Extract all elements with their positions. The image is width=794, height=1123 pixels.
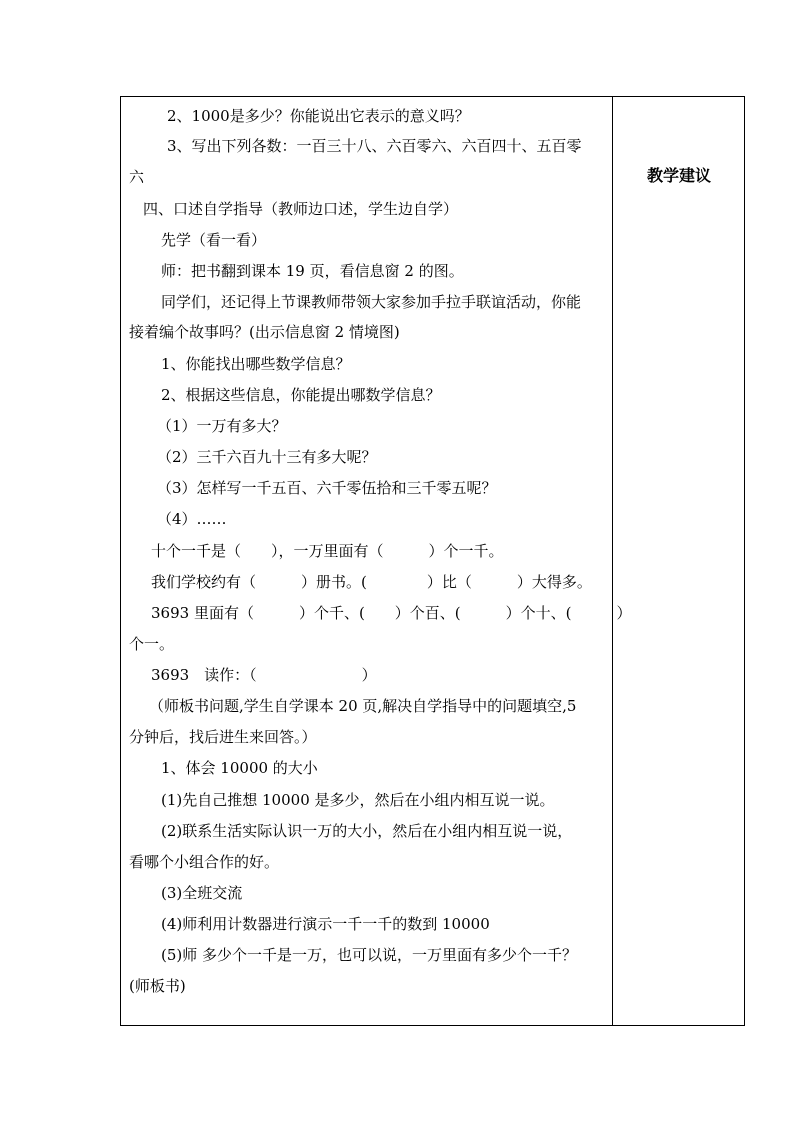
text-line: 2、根据这些信息，你能提出哪数学信息？ (161, 386, 441, 404)
text-line: 先学（看一看） (161, 231, 267, 249)
text-line: 个一。 (129, 635, 175, 653)
text-line: 3693 里面有（ ）个千、( ）个百、( ）个十、( ） (151, 604, 632, 622)
text-line: (3)全班交流 (161, 884, 243, 902)
text-line: (师板书) (129, 977, 186, 995)
text-line: 师：把书翻到课本 19 页，看信息窗 2 的图。 (161, 262, 464, 280)
column-divider (612, 97, 613, 1025)
text-line: 同学们，还记得上节课教师带领大家参加手拉手联谊活动，你能 (161, 293, 582, 311)
text-line: （3）怎样写一千五百、六千零伍拾和三千零五呢？ (157, 479, 497, 497)
text-line: 分钟后，找后进生来回答。） (129, 728, 317, 746)
text-line: （师板书问题,学生自学课本 20 页,解决自学指导中的问题填空,5 (149, 697, 577, 715)
teaching-suggestion-heading: 教学建议 (646, 166, 711, 185)
text-line: （1）一万有多大？ (157, 417, 287, 435)
lesson-content-cell (121, 97, 632, 1025)
text-line: 3、写出下列各数：一百三十八、六百零六、六百四十、五百零 (167, 137, 582, 155)
text-line: (2)联系生活实际认识一万的大小，然后在小组内相互说一说， (161, 822, 573, 840)
text-line: 3693 读作：（ ） (151, 666, 377, 684)
lesson-table (120, 96, 745, 1026)
text-line: 我们学校约有（ ）册书。( ）比（ ）大得多。 (151, 573, 592, 591)
text-line: 四、口述自学指导（教师边口述，学生边自学） (143, 200, 459, 218)
text-line: （4）…… (157, 510, 227, 528)
text-line: 十个一千是（ ），一万里面有（ ）个一千。 (151, 542, 504, 560)
text-line: (5)师 多少个一千是一万，也可以说，一万里面有多少个一千？ (161, 946, 578, 964)
text-line: 看哪个小组合作的好。 (129, 853, 280, 871)
text-line: （2）三千六百九十三有多大呢？ (157, 448, 377, 466)
text-line: 2、1000是多少？你能说出它表示的意义吗？ (167, 107, 470, 125)
text-line: 1、体会 10000 的大小 (161, 759, 318, 777)
text-line: 六 (129, 168, 145, 186)
text-line: (1)先自己推想 10000 是多少，然后在小组内相互说一说。 (161, 791, 555, 809)
text-line: 接着编个故事吗？(出示信息窗 2 情境图) (129, 323, 400, 341)
text-line: (4)师利用计数器进行演示一千一千的数到 10000 (161, 915, 490, 933)
text-line: 1、你能找出哪些数学信息？ (161, 355, 351, 373)
